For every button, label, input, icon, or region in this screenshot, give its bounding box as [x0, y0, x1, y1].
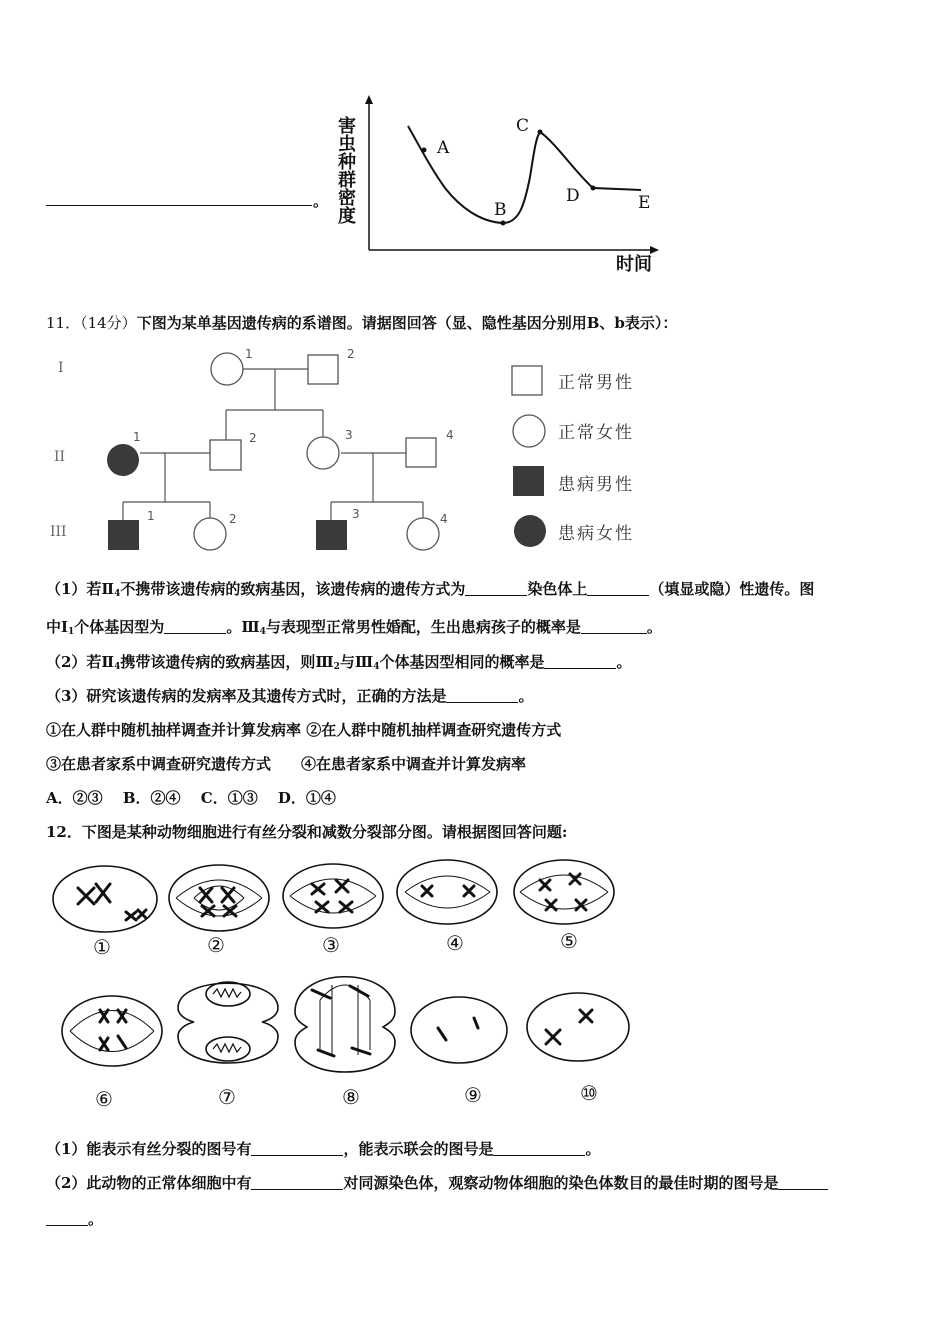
answer-blank[interactable] — [587, 581, 649, 596]
q12-part1 — [46, 1138, 600, 1159]
cell-2 — [169, 865, 269, 931]
cell-4 — [397, 860, 497, 924]
answer-blank[interactable] — [544, 654, 616, 669]
text: （3）研究该遗传病的发病率及其遗传方式时，正确的方法是 — [46, 687, 447, 705]
text: 与Ⅲ — [339, 653, 374, 671]
cell-label-6: ⑥ — [95, 1087, 113, 1111]
num-iii2: 2 — [229, 512, 237, 526]
cell-1 — [53, 866, 157, 932]
num-iii1: 1 — [147, 509, 155, 523]
text: 。Ⅲ — [226, 618, 260, 636]
i2-normal-male — [308, 355, 338, 384]
point-c-label: C — [516, 116, 530, 136]
legend-normal-male-icon — [512, 366, 542, 395]
point-c-marker — [538, 130, 543, 135]
num-i2: 2 — [347, 347, 355, 361]
ii2-normal-male — [210, 440, 241, 470]
legend-affected-male-icon — [513, 466, 544, 496]
q11-number: 11． — [46, 314, 81, 332]
answer-blank[interactable] — [251, 1141, 343, 1156]
point-d-label: D — [566, 186, 580, 206]
generation-label-1: I — [58, 360, 64, 376]
text: 。 — [88, 1210, 104, 1228]
text: 个体基因型为 — [74, 618, 165, 636]
answer-blank[interactable] — [46, 1211, 88, 1226]
legend-affected-female: 患病女性 — [558, 524, 634, 544]
q11-part1-line2 — [46, 616, 662, 637]
answer-blank[interactable] — [493, 1141, 585, 1156]
text: 携带该遗传病的致病基因，则Ⅲ — [120, 653, 334, 671]
answer-blank[interactable] — [446, 688, 518, 703]
text: 。 — [646, 618, 662, 636]
text: 不携带该遗传病的致病基因，该遗传病的遗传方式为 — [120, 580, 466, 598]
num-ii3: 3 — [345, 428, 353, 442]
ylabel-char: 度 — [338, 206, 356, 227]
cell-label-1: ① — [93, 935, 111, 959]
q11-options-line1: ①在人群中随机抽样调查并计算发病率 ②在人群中随机抽样调查研究遗传方式 — [46, 721, 562, 739]
ylabel-char: 害 — [338, 116, 356, 137]
cell-label-4: ④ — [446, 931, 464, 955]
cell-division-figures — [50, 850, 640, 1115]
text: 与表现型正常男性婚配，生出患病孩子的概率是 — [265, 618, 581, 636]
cell-8 — [295, 977, 395, 1072]
num-ii2: 2 — [249, 431, 257, 445]
subscript: 2 — [333, 662, 340, 672]
q11-stem-line — [46, 312, 677, 333]
text: 中Ⅰ — [46, 618, 69, 636]
cell-5 — [514, 860, 614, 924]
answer-blank[interactable] — [778, 1175, 828, 1190]
text: 。 — [585, 1140, 601, 1158]
generation-label-3: III — [50, 524, 67, 540]
ylabel-char: 密 — [338, 188, 356, 209]
subscript: 4 — [114, 589, 121, 599]
cell-label-7: ⑦ — [218, 1085, 236, 1109]
subscript: 4 — [373, 662, 380, 672]
iii3-affected-male — [316, 520, 347, 550]
ylabel-char: 种 — [338, 152, 356, 173]
text: （1）若Ⅱ — [46, 580, 115, 598]
cell-label-5: ⑤ — [560, 929, 578, 953]
q11-options-line2: ③在患者家系中调查研究遗传方式 ④在患者家系中调查并计算发病率 — [46, 755, 527, 773]
q11-choices: A．②③ B．②④ C．①③ D．①④ — [46, 789, 336, 807]
text: （1）能表示有丝分裂的图号有 — [46, 1140, 252, 1158]
point-d-marker — [591, 186, 596, 191]
generation-label-2: II — [54, 449, 66, 465]
num-i1: 1 — [245, 347, 253, 361]
legend-normal-female-icon — [513, 415, 545, 447]
point-e-label: E — [638, 193, 651, 213]
answer-blank[interactable] — [465, 581, 527, 596]
subscript: 4 — [259, 627, 266, 637]
q11-score: （14分） — [80, 314, 137, 332]
cell-10 — [527, 993, 629, 1061]
x-axis-label: 时间 — [616, 254, 652, 275]
legend-affected-female-icon — [514, 515, 546, 547]
subscript: 1 — [68, 627, 75, 637]
text: （2）此动物的正常体细胞中有 — [46, 1174, 252, 1192]
point-b-marker — [501, 221, 506, 226]
cell-label-9: ⑨ — [464, 1083, 482, 1107]
ii3-normal-female — [307, 437, 339, 469]
cell-9 — [411, 997, 507, 1063]
ylabel-char: 虫 — [338, 134, 356, 155]
cell-label-10: ⑩ — [580, 1081, 598, 1105]
y-axis-arrow — [365, 95, 373, 104]
ii4-normal-male — [406, 438, 436, 467]
legend-normal-male: 正常男性 — [558, 373, 634, 393]
answer-blank[interactable] — [581, 619, 647, 634]
text: （填显或隐）性遗传。图 — [649, 580, 815, 598]
cell-label-8: ⑧ — [342, 1085, 360, 1109]
q11-part2 — [46, 651, 631, 672]
point-a-label: A — [437, 138, 450, 158]
blank-suffix: 。 — [313, 192, 329, 210]
text: 染色体上 — [527, 580, 588, 598]
q12-part2 — [46, 1172, 828, 1193]
legend-affected-male: 患病男性 — [558, 475, 634, 495]
num-iii3: 3 — [352, 507, 360, 521]
num-iii4: 4 — [440, 512, 448, 526]
iii4-normal-female — [407, 518, 439, 550]
ylabel-column — [336, 118, 358, 226]
q12-part2-cont — [46, 1208, 103, 1229]
point-b-label: B — [494, 200, 507, 220]
q11-part1-line1 — [46, 578, 814, 599]
text: 个体基因型相同的概率是 — [379, 653, 545, 671]
ii1-affected-female — [107, 444, 139, 476]
answer-blank-top[interactable] — [46, 204, 312, 206]
q11-part3 — [46, 685, 533, 706]
pedigree-legend-symbols — [508, 360, 552, 550]
answer-blank[interactable] — [164, 619, 226, 634]
cell-3 — [283, 864, 383, 928]
iii2-normal-female — [194, 518, 226, 550]
answer-blank[interactable] — [251, 1175, 343, 1190]
iii1-affected-male — [108, 520, 139, 550]
text: ，能表示联会的图号是 — [343, 1140, 494, 1158]
cell-label-3: ③ — [322, 933, 340, 957]
num-ii1: 1 — [133, 430, 141, 444]
q11-stem: 下图为某单基因遗传病的系谱图。请据图回答（显、隐性基因分别用B、b表示）： — [136, 314, 678, 332]
pedigree-chart — [90, 340, 460, 560]
text: 。 — [518, 687, 534, 705]
ylabel-char: 群 — [338, 170, 356, 191]
legend-normal-female: 正常女性 — [558, 423, 634, 443]
subscript: 4 — [114, 662, 121, 672]
q12-stem: 12．下图是某种动物细胞进行有丝分裂和减数分裂部分图。请根据图回答问题: — [46, 823, 568, 841]
point-a-marker — [422, 148, 427, 153]
cell-6 — [62, 996, 162, 1066]
cell-label-2: ② — [207, 933, 225, 957]
text: 对同源染色体，观察动物体细胞的染色体数目的最佳时期的图号是 — [343, 1174, 779, 1192]
text: （2）若Ⅱ — [46, 653, 115, 671]
text: 。 — [616, 653, 632, 671]
num-ii4: 4 — [446, 428, 454, 442]
i1-normal-female — [211, 353, 243, 385]
